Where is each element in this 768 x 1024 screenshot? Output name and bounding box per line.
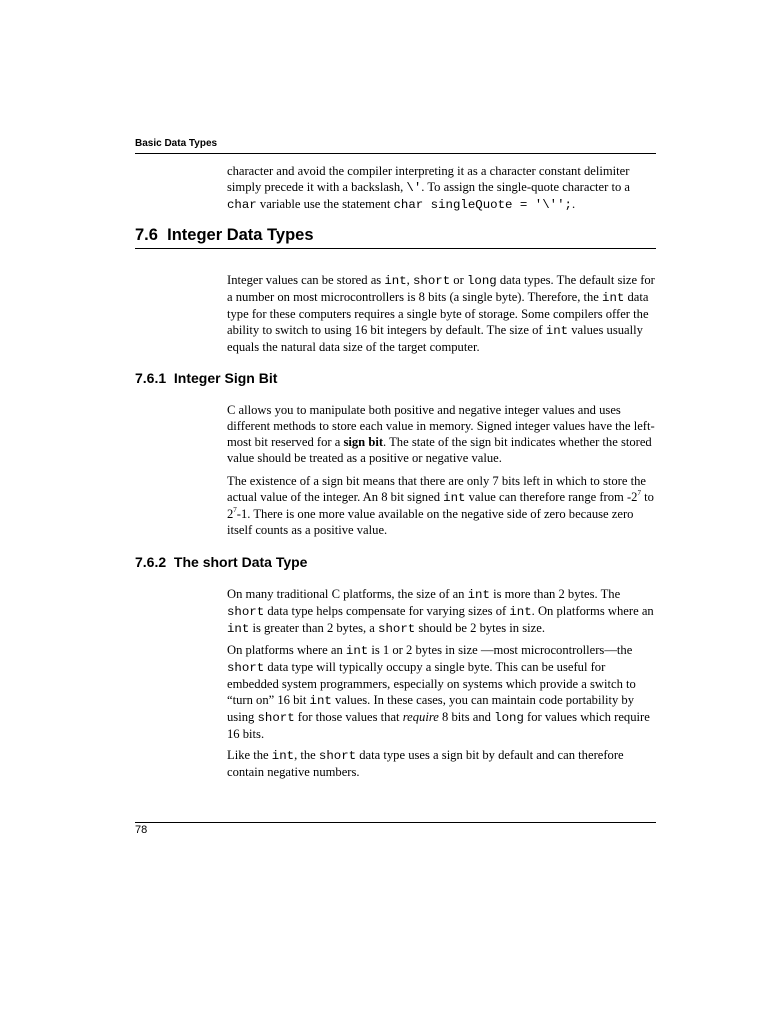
section-rule <box>135 248 656 249</box>
section-heading-7-6: 7.6 Integer Data Types <box>135 226 314 244</box>
paragraph-short-size: On many traditional C platforms, the size of an int is more than 2 bytes. The short data type helps compensate for varying sizes of int. On platforms where an int is greater than 2 bytes, a short should be 2 bytes in size. <box>227 587 654 637</box>
footer-rule <box>135 822 656 823</box>
running-head: Basic Data Types <box>135 138 218 149</box>
section-heading-7-6-2: 7.6.2 The short Data Type <box>135 554 308 570</box>
paragraph-sign-range: The existence of a sign bit means that there are only 7 bits left in which to store the actual value of the integer. An 8 bit signed int value can therefore range from $-2^7$ to $2^7-1$. There is one more value available on the negative side of zero because zero itself counts as a positive value. <box>227 474 654 538</box>
paragraph-short-sign: Like the int, the short data type uses a sign bit by default and can therefore contain negative numbers. <box>227 748 624 780</box>
paragraph-sign-bit: C allows you to manipulate both positive and negative integer values and uses different methods to store each value in memory. Signed integer values have the left-most bit reserved for a sign bit. The state of the sign bit indicates whether the stored value should be treated as a positive or negative value. <box>227 403 655 466</box>
page-number: 78 <box>135 824 148 836</box>
header-rule <box>135 153 656 154</box>
section-heading-7-6-1: 7.6.1 Integer Sign Bit <box>135 370 278 386</box>
paragraph-integer-types: Integer values can be stored as int, short or long data types. The default size for a number on most microcontrollers is 8 bits (a single byte). Therefore, the int data type for these computers requires a single byte of storage. Some compilers offer the ability to switch to using 16 bit integers by default. The size of int values usually equals the natural data size of the target computer. <box>227 273 655 355</box>
intro-paragraph: character and avoid the compiler interpreting it as a character constant delimiter simply precede it with a backslash, \'. To assign the single-quote character to a char variable use the statement char singleQuote = '\'';. <box>227 164 631 213</box>
paragraph-short-microcontrollers: On platforms where an int is 1 or 2 bytes in size —most microcontrollers—the short data type will typically occupy a single byte. This can be useful for embedded system programmers, especially on systems which provide a switch to “turn on” 16 bit int values. In these cases, you can maintain code portability by using short for those values that require 8 bits and long for values which require 16 bits. <box>227 643 650 742</box>
